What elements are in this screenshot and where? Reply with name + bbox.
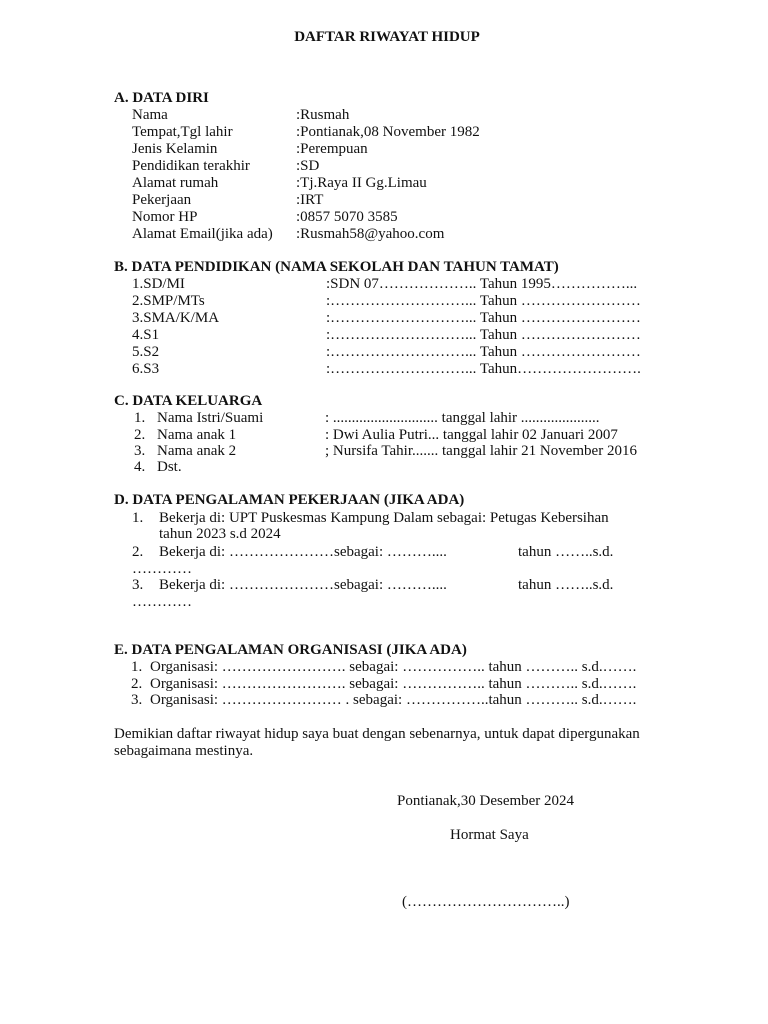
education-label: 6.S3 [132, 361, 160, 377]
field-label: Tempat,Tgl lahir [132, 124, 233, 140]
work-year: tahun ……..s.d. [518, 577, 614, 593]
organization-text: Organisasi: …………………… . sebagai: ……………..tahun ……….. s.d.……. [150, 692, 637, 708]
section-d-heading: D. DATA PENGALAMAN PEKERJAAN (JIKA ADA) [114, 492, 465, 508]
closing-line: Demikian daftar riwayat hidup saya buat dengan sebenarnya, untuk dapat dipergunakan [114, 726, 640, 742]
section-a-heading: A. DATA DIRI [114, 90, 209, 106]
education-value: :………………………... Tahun …………………… [326, 310, 641, 326]
section-b-heading: B. DATA PENDIDIKAN (NAMA SEKOLAH DAN TAHUN TAMAT) [114, 259, 559, 275]
family-label: Nama anak 1 [157, 427, 237, 443]
education-label: 4.S1 [132, 327, 160, 343]
list-number: 1. [131, 659, 143, 675]
work-text-continued: ………… [132, 561, 192, 577]
section-e-heading: E. DATA PENGALAMAN ORGANISASI (JIKA ADA) [114, 642, 467, 658]
section-c-heading: C. DATA KELUARGA [114, 393, 263, 409]
work-text-continued: tahun 2023 s.d 2024 [159, 526, 281, 542]
regards: Hormat Saya [450, 827, 529, 843]
family-value: : Dwi Aulia Putri... tanggal lahir 02 Januari 2007 [325, 427, 618, 443]
list-number: 4. [134, 459, 146, 475]
education-value: :………………………... Tahun …………………… [326, 327, 641, 343]
page-title: DAFTAR RIWAYAT HIDUP [294, 29, 480, 45]
education-label: 3.SMA/K/MA [132, 310, 220, 326]
field-value: :Rusmah [296, 107, 350, 123]
education-value: :………………………... Tahun …………………… [326, 344, 641, 360]
organization-text: Organisasi: ……………………. sebagai: …………….. tahun ……….. s.d.……. [150, 659, 637, 675]
field-label: Pekerjaan [132, 192, 192, 208]
list-number: 3. [132, 577, 144, 593]
closing-line: sebagaimana mestinya. [114, 743, 254, 759]
education-value: :SDN 07……………….. Tahun 1995……………... [326, 276, 638, 292]
list-number: 2. [131, 676, 143, 692]
list-number: 1. [132, 510, 144, 526]
list-number: 3. [131, 692, 143, 708]
education-label: 5.S2 [132, 344, 160, 360]
signature-line: (…………………………..) [402, 894, 570, 910]
list-number: 3. [134, 443, 146, 459]
field-label: Pendidikan terakhir [132, 158, 250, 174]
place-date: Pontianak,30 Desember 2024 [397, 793, 575, 809]
field-label: Nama [132, 107, 168, 123]
work-text: Bekerja di: …………………sebagai: ……….... [159, 544, 447, 560]
education-label: 1.SD/MI [132, 276, 185, 292]
work-text-continued: ………… [132, 594, 192, 610]
list-number: 2. [132, 544, 144, 560]
field-label: Alamat rumah [132, 175, 219, 191]
field-label: Jenis Kelamin [132, 141, 218, 157]
education-label: 2.SMP/MTs [132, 293, 205, 309]
field-value: :Tj.Raya II Gg.Limau [296, 175, 427, 191]
field-value: :IRT [296, 192, 324, 208]
field-value: :Perempuan [296, 141, 368, 157]
work-text: Bekerja di: …………………sebagai: ……….... [159, 577, 447, 593]
family-value: ; Nursifa Tahir....... tanggal lahir 21 November 2016 [325, 443, 637, 459]
field-value: :Rusmah58@yahoo.com [296, 226, 445, 242]
field-label: Alamat Email(jika ada) [132, 226, 273, 242]
organization-text: Organisasi: ……………………. sebagai: …………….. tahun ……….. s.d.……. [150, 676, 637, 692]
field-value: :Pontianak,08 November 1982 [296, 124, 480, 140]
family-label: Nama anak 2 [157, 443, 237, 459]
family-value: : ............................ tanggal lahir ..................... [325, 410, 600, 426]
field-value: :0857 5070 3585 [296, 209, 398, 225]
family-label: Dst. [157, 459, 182, 475]
family-label: Nama Istri/Suami [157, 410, 264, 426]
work-text: Bekerja di: UPT Puskesmas Kampung Dalam sebagai: Petugas Kebersihan [159, 510, 609, 526]
education-value: :………………………... Tahun …………………… [326, 293, 641, 309]
field-value: :SD [296, 158, 320, 174]
education-value: :………………………... Tahun……………………. [326, 361, 641, 377]
list-number: 2. [134, 427, 146, 443]
field-label: Nomor HP [132, 209, 198, 225]
work-year: tahun ……..s.d. [518, 544, 614, 560]
list-number: 1. [134, 410, 146, 426]
